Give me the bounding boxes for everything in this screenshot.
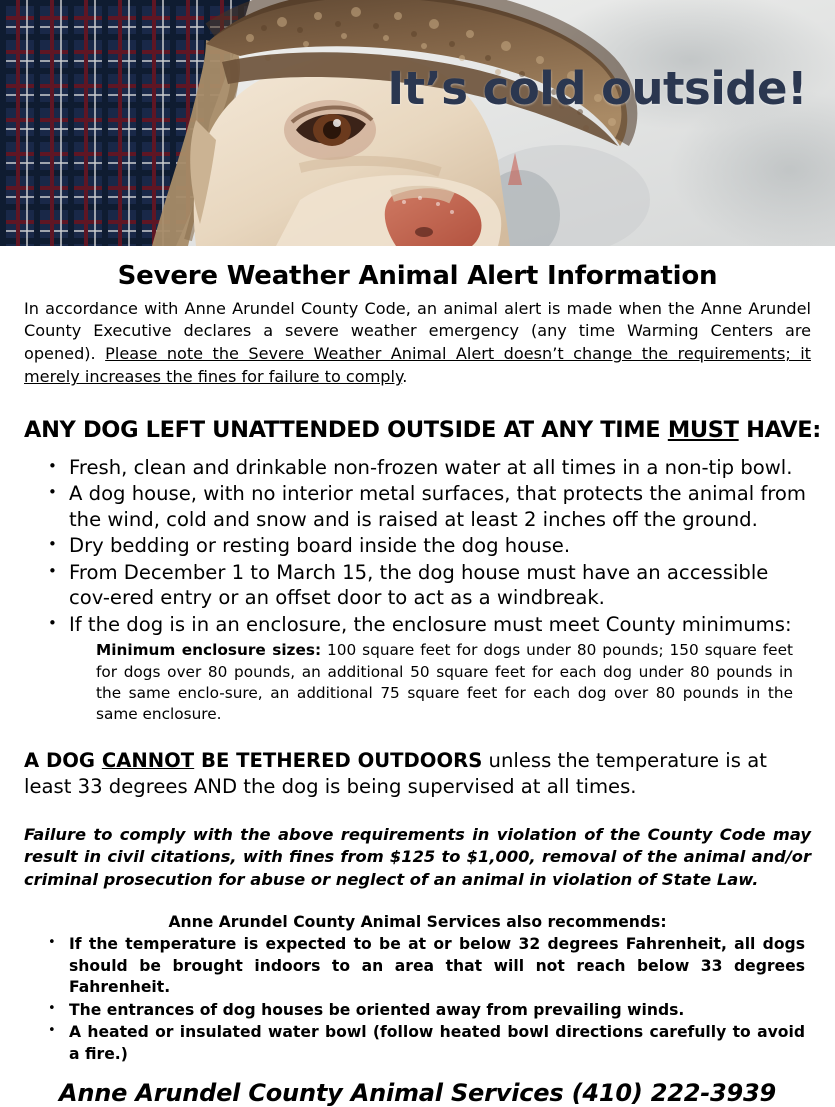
contact-footer: Anne Arundel County Animal Services (410) 222-3939 — [58, 1079, 777, 1107]
hero-photo — [0, 0, 835, 246]
list-item: • Dry bedding or resting board inside the dog house. — [24, 533, 811, 558]
penalty-warning: Failure to comply with the above requirements in violation of the County Code may result in civil citations, with fines from $125 to $1,000, removal of the animal and/or criminal prosecution for abuse or neglect of an animal in violation of State Law. — [24, 824, 811, 889]
list-item: • If the dog is in an enclosure, the enclosure must meet County minimums: — [24, 612, 811, 637]
recommendations-list — [24, 934, 811, 1065]
list-item: • If the temperature is expected to be at or below 32 degrees Fahrenheit, all dogs should be brought indoors to an area that will not reach below 33 degrees Fahrenheit. — [24, 934, 811, 999]
hero-title: It’s cold outside! — [387, 62, 807, 115]
tether-rule — [24, 748, 811, 800]
page-title: Severe Weather Animal Alert Information — [117, 261, 718, 291]
enclosure-size-body: 100 square feet for dogs under 80 pounds; 150 square feet for dogs over 80 pounds, an additional 50 square feet for each dog under 80 pounds in the same enclo-sure, an additional 75 square feet for each dog over 80 pounds in the same enclosure. — [96, 641, 793, 724]
tether-body-text: unless the temperature is at least 33 degrees AND the dog is being supervised at all times. — [24, 748, 767, 798]
list-item: • Fresh, clean and drinkable non-frozen water at all times in a non-tip bowl. — [24, 455, 811, 480]
enclosure-size-note — [24, 640, 811, 726]
list-item: • The entrances of dog houses be oriented away from prevailing winds. — [24, 1000, 811, 1022]
enclosure-size-label: Minimum enclosure sizes: — [96, 641, 322, 660]
intro-paragraph — [24, 298, 811, 389]
intro-underlined-text: Please note the Severe Weather Animal Alert doesn’t change the requirements; it merely increases the fines for failure to comply — [24, 344, 811, 387]
intro-plain-text: In accordance with Anne Arundel County Code, an animal alert is made when the Anne Arundel County Executive declares a severe weather emergency (any time Warming Centers are opened). — [24, 298, 811, 364]
hero-banner — [0, 0, 835, 246]
tether-heading-before: A DOG — [24, 748, 102, 772]
document-body — [0, 262, 835, 1107]
intro-tail-text: . — [402, 367, 408, 387]
list-item: • From December 1 to March 15, the dog house must have an accessible cov-ered entry or an offset door to act as a windbreak. — [24, 560, 811, 611]
tether-heading-after: BE TETHERED OUTDOORS — [194, 748, 483, 772]
tether-heading-cannot: CANNOT — [101, 748, 195, 772]
list-item: • A heated or insulated water bowl (follow heated bowl directions carefully to avoid a fire.) — [24, 1022, 811, 1065]
requirements-heading-before: ANY DOG LEFT UNATTENDED OUTSIDE AT ANY TIME — [24, 416, 668, 443]
requirements-heading — [24, 416, 821, 443]
requirements-heading-after: HAVE: — [738, 416, 821, 443]
recommendations-heading: Anne Arundel County Animal Services also recommends: — [168, 913, 667, 932]
requirements-list — [24, 455, 811, 637]
list-item: • A dog house, with no interior metal surfaces, that protects the animal from the wind, cold and snow and is raised at least 2 inches off the ground. — [24, 481, 811, 532]
requirements-heading-must: MUST — [667, 416, 739, 443]
